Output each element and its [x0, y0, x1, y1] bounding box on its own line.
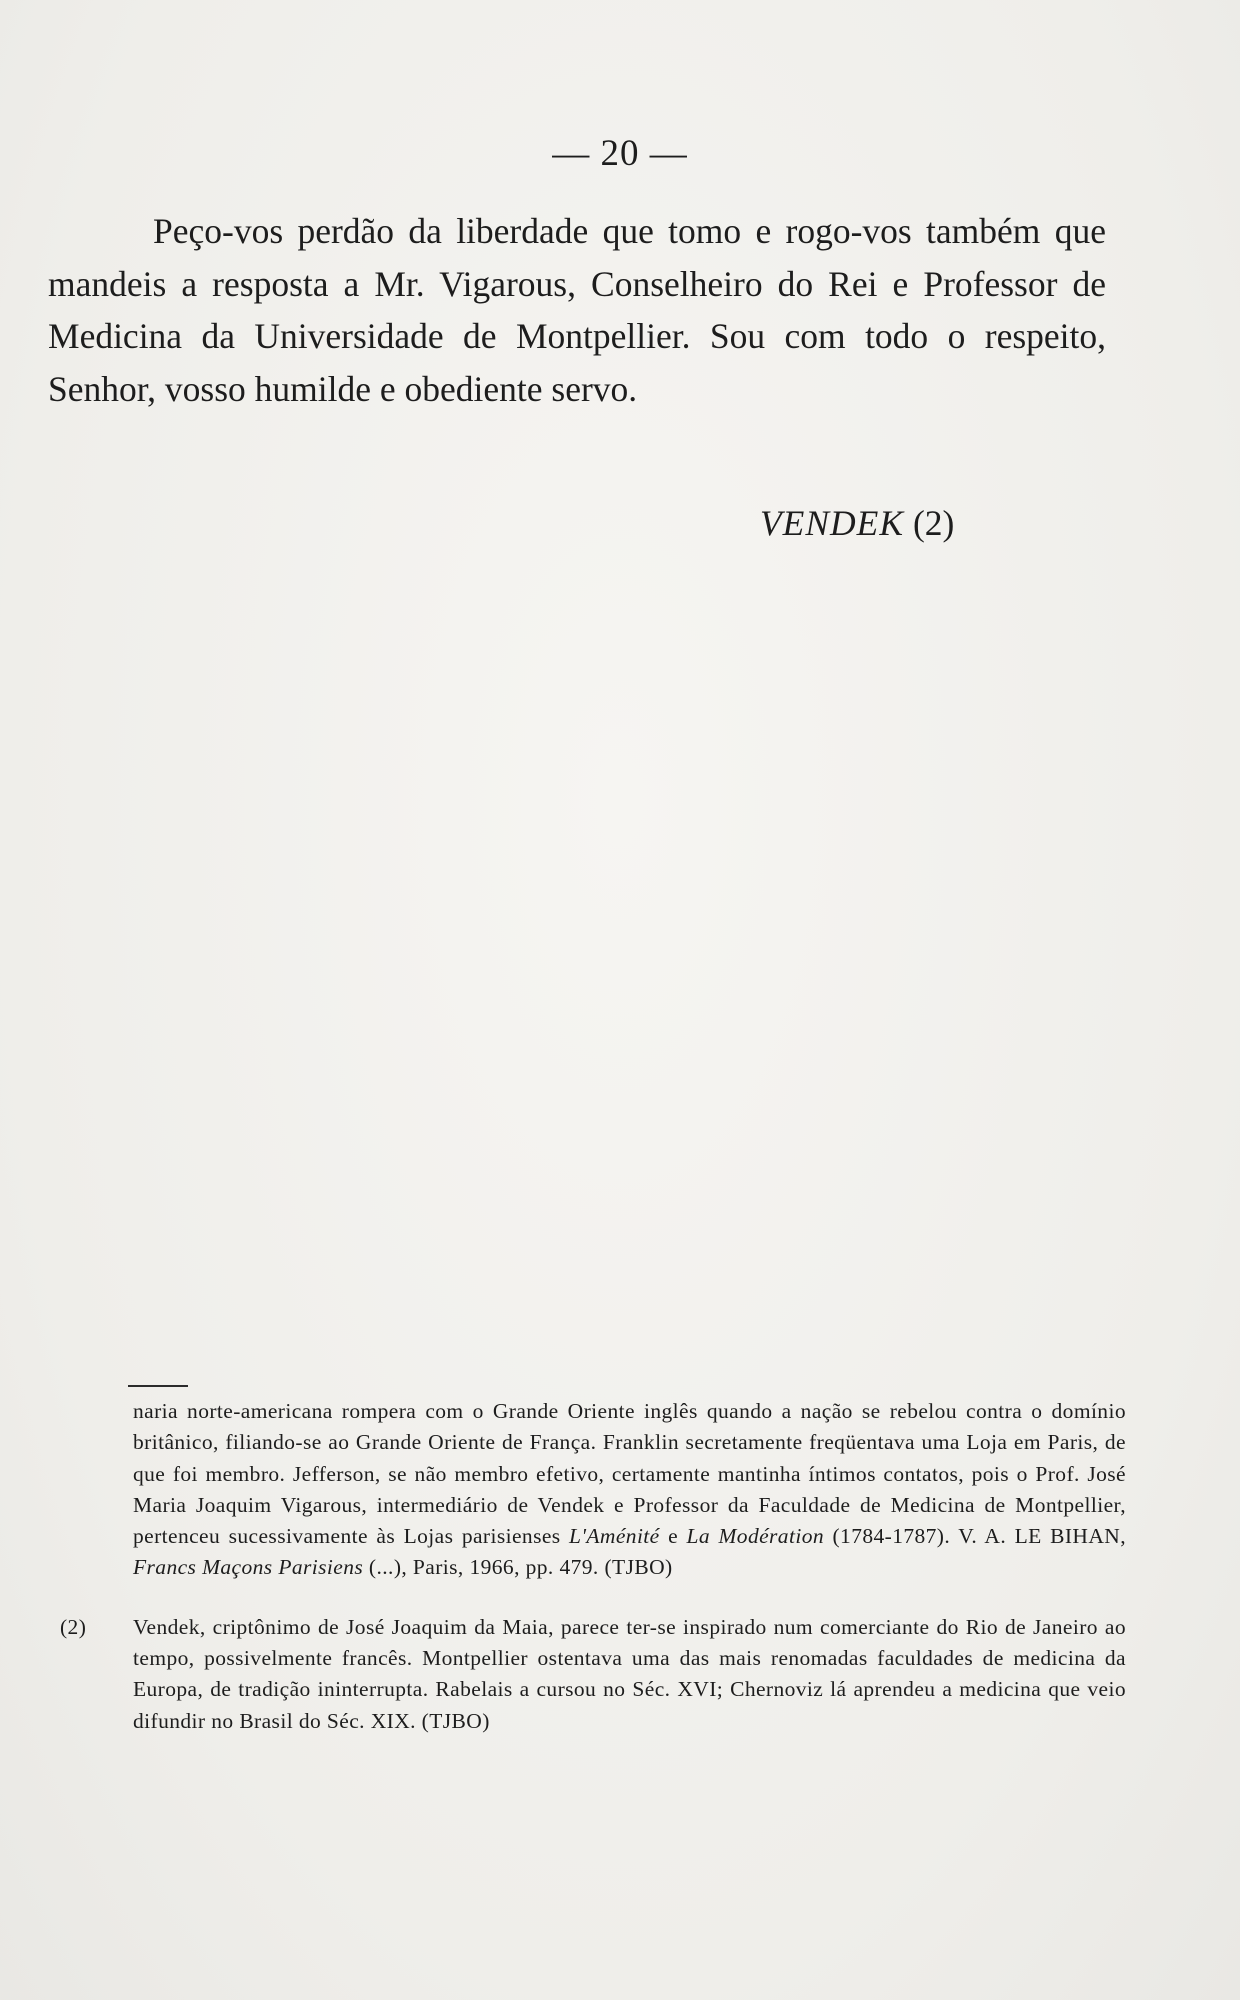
signature [760, 502, 954, 544]
footnote-text-part: (...), Paris, 1966, pp. 479. (TJBO) [363, 1555, 673, 1580]
signature-name: VENDEK [760, 503, 905, 543]
lodge-name-moderation: La Modération [686, 1524, 825, 1549]
footnotes [60, 1396, 1126, 1765]
book-title: Francs Maçons Parisiens [133, 1555, 364, 1580]
footnote-text-part: e [659, 1524, 687, 1549]
footnote-2-text: Vendek, criptônimo de José Joaquim da Maia, parece ter-se inspirado num comerciante do Rio de Janeiro ao tempo, possivelmente francês. Montpellier ostentava uma das mais renomadas faculdades de medicina da Europa, de tradição ininterrupta. Rabelais a cursou no Séc. XVI; Chernoviz lá aprendeu a medicina que veio difundir no Brasil do Séc. XIX. (TJBO) [133, 1614, 1126, 1733]
footnote-continuation [60, 1396, 1126, 1584]
footnote-text-part: (1784-1787). V. A. LE BIHAN, [824, 1524, 1126, 1549]
footnote-continuation-text [133, 1396, 1126, 1584]
footnote-2-label: (2) [60, 1614, 87, 1639]
letter-body [48, 205, 1106, 415]
lodge-name-amenite: L'Aménité [569, 1524, 660, 1549]
footnote-text-part: naria norte-americana rompera com o Grande Oriente inglês quando a nação se rebelou contra o domínio britânico, filiando-se ao Grande Oriente de França. Franklin secretamente freqüentava uma Loja em Paris, de que foi membro. Jefferson, se não membro efetivo, certamente mantinha íntimos contatos, pois o Prof. José Maria Joaquim Vigarous, intermediário de Vendek e Professor da Faculdade de Medicina de Montpellier, pertenceu sucessivamente às Lojas parisienses [133, 1399, 1126, 1549]
page-number: — 20 — [552, 133, 688, 174]
footnote-divider [128, 1385, 188, 1387]
letter-paragraph: Peço-vos perdão da liberdade que tomo e rogo-vos também que mandeis a resposta a Mr. Vigarous, Conselheiro do Rei e Professor de Medicina da Universidade de Montpellier. Sou com todo o respeito, Senhor, vosso humilde e obediente servo. [48, 211, 1106, 409]
footnote-2 [60, 1612, 1126, 1737]
signature-note-ref: (2) [912, 503, 955, 543]
